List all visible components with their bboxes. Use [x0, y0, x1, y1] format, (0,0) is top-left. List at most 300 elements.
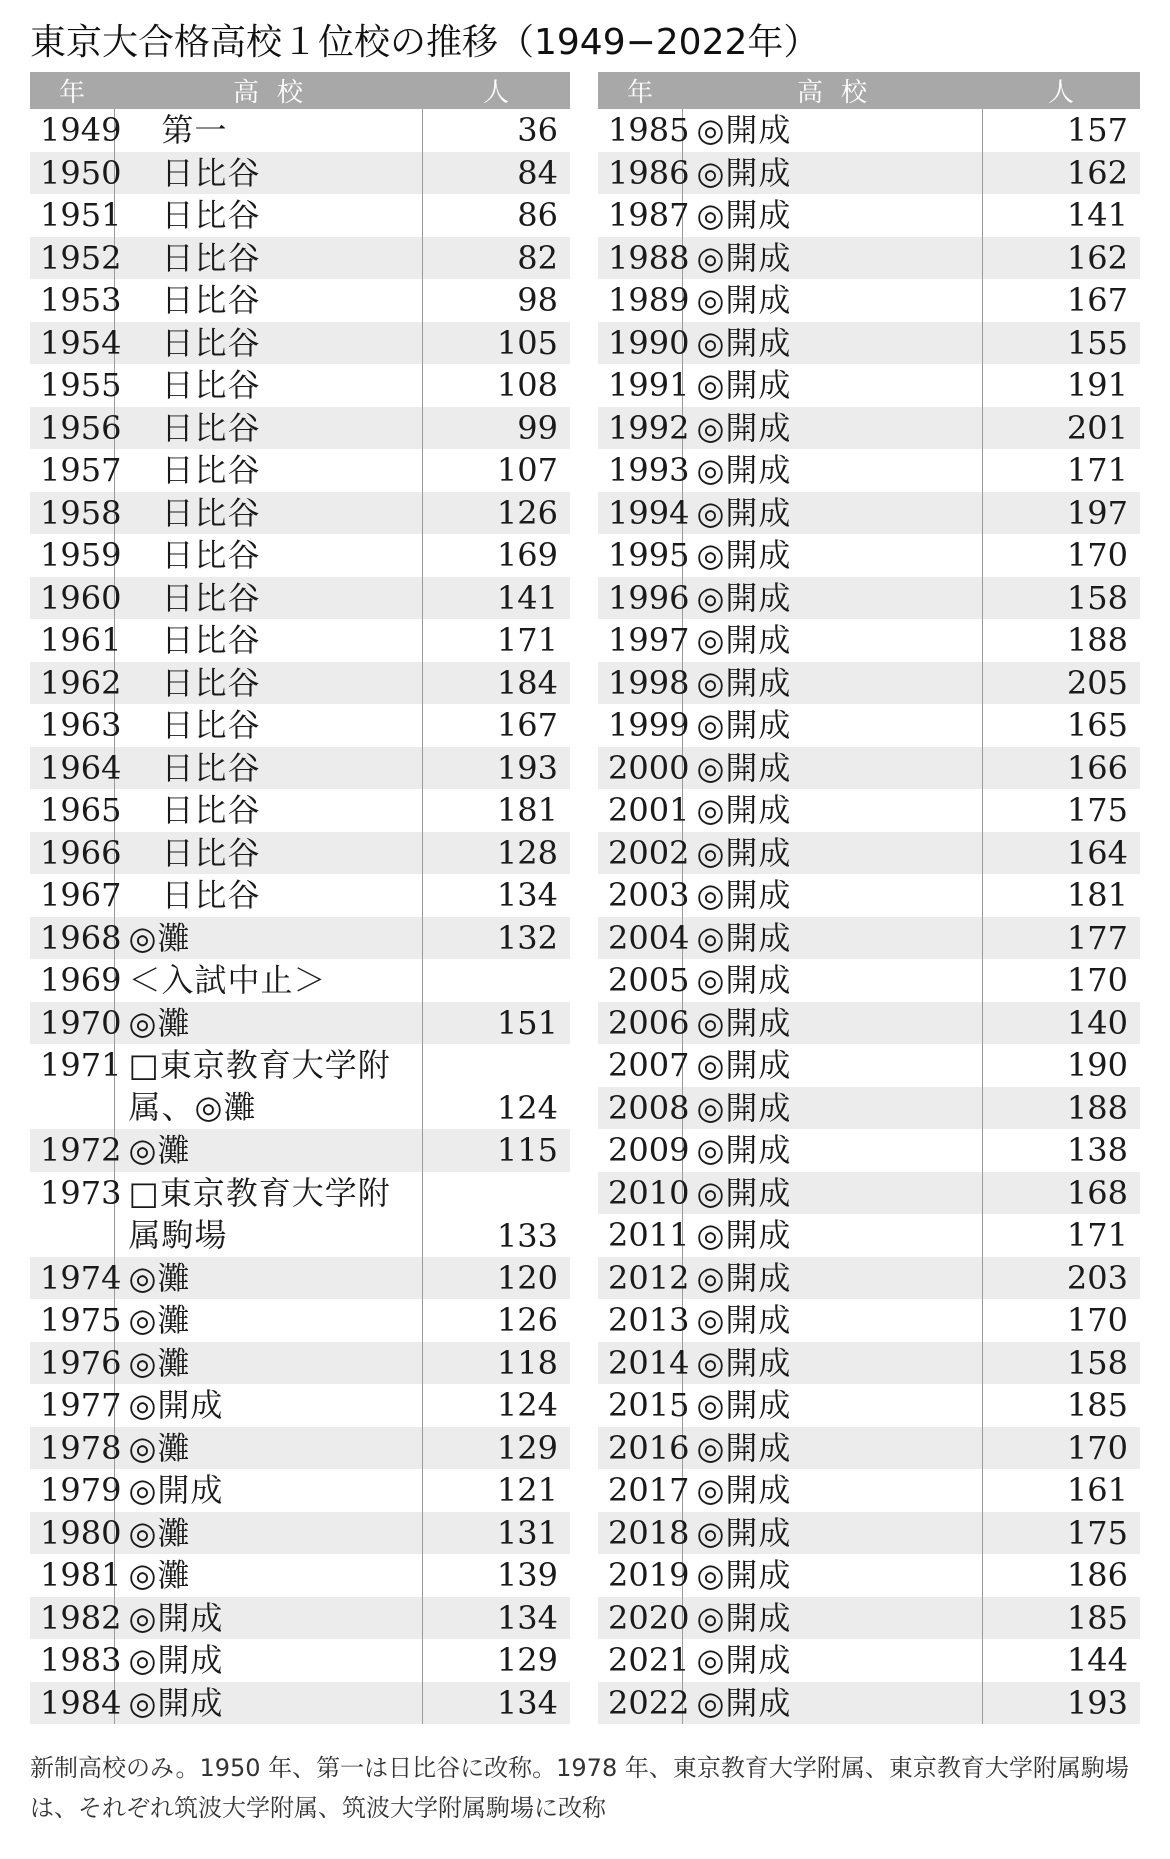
year-cell: 1965 [30, 789, 114, 832]
year-cell: 2018 [598, 1512, 682, 1555]
year-cell: 1955 [30, 364, 114, 407]
school-cell: 日比谷 [114, 279, 422, 322]
count-cell: 167 [496, 706, 558, 744]
table-row [30, 1172, 570, 1257]
table-row [598, 237, 1140, 280]
table-row [30, 407, 570, 450]
table-row [30, 662, 570, 705]
school-cell: ◎開成 [682, 1597, 982, 1640]
year-cell: 2019 [598, 1554, 682, 1597]
school-cell: ◎開成 [682, 152, 982, 195]
table-row [598, 662, 1140, 705]
year-cell: 1974 [30, 1257, 114, 1300]
count-cell: 169 [496, 536, 558, 574]
count-cell: 126 [496, 1301, 558, 1339]
count-cell: 118 [422, 1342, 570, 1385]
year-cell: 1956 [30, 407, 114, 450]
school-cell: ＜入試中止＞ [114, 959, 422, 1002]
table-row [598, 1002, 1140, 1045]
school-cell: 日比谷 [114, 364, 422, 407]
count-cell: 138 [1066, 1131, 1128, 1169]
table-row [598, 152, 1140, 195]
year-cell: 1968 [30, 917, 114, 960]
count-cell: 139 [496, 1556, 558, 1594]
count-cell: 162 [982, 152, 1140, 195]
school-cell: □東京教育大学附属、◎灘 [114, 1044, 422, 1129]
count-cell: 171 [1066, 451, 1128, 489]
school-cell: ◎灘 [114, 1512, 422, 1555]
year-cell: 1953 [30, 279, 114, 322]
count-cell: 140 [982, 1002, 1140, 1045]
table-row [30, 959, 570, 1002]
ranking-table-left [30, 72, 570, 1724]
year-cell: 2008 [598, 1087, 682, 1130]
school-cell: ◎開成 [682, 704, 982, 747]
year-cell: 1976 [30, 1342, 114, 1385]
school-cell: 日比谷 [114, 237, 422, 280]
count-cell: 170 [982, 1427, 1140, 1470]
count-cell: 129 [496, 1641, 558, 1679]
table-row [598, 279, 1140, 322]
school-cell: ◎開成 [682, 1512, 982, 1555]
school-cell: ◎開成 [114, 1469, 422, 1512]
table-row [598, 1427, 1140, 1470]
table-row [30, 1257, 570, 1300]
count-cell: 170 [1066, 1301, 1128, 1339]
count-cell: 203 [982, 1257, 1140, 1300]
year-cell: 1954 [30, 322, 114, 365]
table-row [30, 1469, 570, 1512]
count-cell: 155 [982, 322, 1140, 365]
year-cell: 2020 [598, 1597, 682, 1640]
table-row [30, 1639, 570, 1682]
year-cell: 1967 [30, 874, 114, 917]
year-cell: 1958 [30, 492, 114, 535]
year-cell: 1981 [30, 1554, 114, 1597]
school-cell: ◎開成 [682, 619, 982, 662]
table-row [30, 194, 570, 237]
table-row [30, 449, 570, 492]
year-cell: 2014 [598, 1342, 682, 1385]
table-row [30, 1299, 570, 1342]
school-cell: ◎開成 [682, 1044, 982, 1087]
year-cell: 1950 [30, 152, 114, 195]
school-cell: 日比谷 [114, 662, 422, 705]
count-cell: 184 [422, 662, 570, 705]
year-cell: 1997 [598, 619, 682, 662]
year-cell: 1978 [30, 1427, 114, 1470]
table-row [30, 747, 570, 790]
year-cell: 1992 [598, 407, 682, 450]
year-cell: 1963 [30, 704, 114, 747]
school-cell: 日比谷 [114, 492, 422, 535]
year-cell: 1983 [30, 1639, 114, 1682]
count-cell: 201 [982, 407, 1140, 450]
table-row [598, 959, 1140, 1002]
table-row [598, 577, 1140, 620]
year-cell: 2004 [598, 917, 682, 960]
school-cell: 日比谷 [114, 874, 422, 917]
table-row [598, 322, 1140, 365]
year-cell: 2022 [598, 1682, 682, 1725]
year-cell: 1949 [30, 109, 114, 152]
table-row [598, 364, 1140, 407]
year-cell: 1991 [598, 364, 682, 407]
table-row [30, 1512, 570, 1555]
table-row [598, 619, 1140, 662]
year-cell: 2015 [598, 1384, 682, 1427]
table-row [598, 1044, 1140, 1087]
count-cell: 134 [496, 876, 558, 914]
table-row [30, 364, 570, 407]
school-cell: ◎灘 [114, 1257, 422, 1300]
ranking-table-right [598, 72, 1140, 1724]
school-cell: 日比谷 [114, 747, 422, 790]
count-cell: 190 [1066, 1046, 1128, 1084]
table-row [30, 1682, 570, 1725]
school-cell: 日比谷 [114, 704, 422, 747]
table-header-row [30, 72, 570, 109]
count-cell: 175 [982, 1512, 1140, 1555]
table-header-row [598, 72, 1140, 109]
table-row [598, 747, 1140, 790]
page-title: 東京大合格高校１位校の推移（1949−2022年） [30, 22, 820, 63]
year-cell: 1964 [30, 747, 114, 790]
year-cell: 2017 [598, 1469, 682, 1512]
year-cell: 1993 [598, 449, 682, 492]
school-cell: ◎灘 [114, 1002, 422, 1045]
table-row [30, 874, 570, 917]
year-cell: 1987 [598, 194, 682, 237]
school-cell: ◎開成 [682, 1087, 982, 1130]
count-cell: 84 [422, 152, 570, 195]
count-cell: 167 [1066, 281, 1128, 319]
school-cell: ◎開成 [682, 959, 982, 1002]
school-cell: ◎開成 [682, 194, 982, 237]
count-cell: 120 [422, 1257, 570, 1300]
table-row [30, 279, 570, 322]
count-cell: 193 [982, 1682, 1140, 1725]
school-cell: 日比谷 [114, 322, 422, 365]
count-cell: 171 [496, 621, 558, 659]
year-cell: 1962 [30, 662, 114, 705]
school-column-header: 高校 [682, 72, 982, 109]
count-cell: 128 [422, 832, 570, 875]
school-cell: ◎開成 [114, 1597, 422, 1640]
count-cell: 121 [496, 1471, 558, 1509]
year-cell: 2012 [598, 1257, 682, 1300]
table-row [598, 1384, 1140, 1427]
school-cell: ◎開成 [682, 917, 982, 960]
school-cell: ◎開成 [682, 364, 982, 407]
count-cell: 170 [1066, 961, 1128, 999]
year-cell: 1960 [30, 577, 114, 620]
year-cell: 1996 [598, 577, 682, 620]
year-cell: 1973 [30, 1172, 114, 1257]
table-row [598, 1682, 1140, 1725]
table-row [598, 492, 1140, 535]
table-row [598, 1214, 1140, 1257]
year-cell: 2021 [598, 1639, 682, 1682]
school-cell: ◎開成 [682, 1172, 982, 1215]
table-row [598, 449, 1140, 492]
year-cell: 1951 [30, 194, 114, 237]
table-row [598, 874, 1140, 917]
school-cell: ◎灘 [114, 1129, 422, 1172]
count-cell: 141 [1066, 196, 1128, 234]
year-cell: 1986 [598, 152, 682, 195]
year-cell: 1975 [30, 1299, 114, 1342]
count-cell: 86 [517, 196, 558, 234]
count-cell: 134 [422, 1682, 570, 1725]
table-row [598, 1172, 1140, 1215]
school-cell: ◎開成 [114, 1682, 422, 1725]
table-row [598, 832, 1140, 875]
count-cell: 188 [1066, 621, 1128, 659]
count-cell: 162 [982, 237, 1140, 280]
year-cell: 1985 [598, 109, 682, 152]
table-row [598, 1512, 1140, 1555]
count-cell: 131 [422, 1512, 570, 1555]
table-row [598, 789, 1140, 832]
count-cell: 181 [1066, 876, 1128, 914]
year-column-header: 年 [30, 72, 114, 109]
count-cell: 108 [496, 366, 558, 404]
school-cell: ◎開成 [682, 1469, 982, 1512]
table-row [598, 1299, 1140, 1342]
school-cell: ◎灘 [114, 1554, 422, 1597]
school-cell: ◎開成 [682, 662, 982, 705]
school-cell: ◎開成 [682, 1639, 982, 1682]
school-cell: ◎開成 [682, 1214, 982, 1257]
count-cell: 82 [422, 237, 570, 280]
year-cell: 1998 [598, 662, 682, 705]
count-cell: 197 [982, 492, 1140, 535]
school-cell: 日比谷 [114, 449, 422, 492]
school-cell: 日比谷 [114, 619, 422, 662]
count-cell: 205 [982, 662, 1140, 705]
year-cell: 1966 [30, 832, 114, 875]
year-cell: 1969 [30, 959, 114, 1002]
count-cell: 188 [982, 1087, 1140, 1130]
school-cell: ◎開成 [682, 279, 982, 322]
table-row [30, 619, 570, 662]
table-row [598, 1469, 1140, 1512]
school-cell: 日比谷 [114, 534, 422, 577]
table-row [30, 492, 570, 535]
year-cell: 1990 [598, 322, 682, 365]
school-cell: ◎開成 [682, 1682, 982, 1725]
table-row [598, 704, 1140, 747]
year-cell: 1995 [598, 534, 682, 577]
year-cell: 1961 [30, 619, 114, 662]
year-cell: 2011 [598, 1214, 682, 1257]
school-cell: ◎開成 [682, 789, 982, 832]
count-cell: 134 [422, 1597, 570, 1640]
table-row [598, 1342, 1140, 1385]
count-column-header: 人 [982, 72, 1140, 109]
table-row [30, 152, 570, 195]
school-cell: ◎開成 [682, 1342, 982, 1385]
table-row [30, 832, 570, 875]
school-cell: □東京教育大学附属駒場 [114, 1172, 422, 1257]
school-cell: ◎開成 [682, 832, 982, 875]
table-row [30, 577, 570, 620]
count-cell: 158 [982, 577, 1140, 620]
count-cell: 166 [982, 747, 1140, 790]
school-cell: ◎開成 [682, 1002, 982, 1045]
school-cell: ◎開成 [682, 1257, 982, 1300]
table-row [30, 789, 570, 832]
school-cell: ◎開成 [682, 1427, 982, 1470]
table-row [30, 1342, 570, 1385]
school-cell: ◎灘 [114, 1427, 422, 1470]
school-cell: 日比谷 [114, 789, 422, 832]
table-row [598, 1597, 1140, 1640]
school-cell: ◎開成 [682, 1129, 982, 1172]
year-cell: 1970 [30, 1002, 114, 1045]
school-cell: 日比谷 [114, 577, 422, 620]
year-cell: 1994 [598, 492, 682, 535]
count-cell: 141 [422, 577, 570, 620]
year-cell: 2016 [598, 1427, 682, 1470]
count-cell: 181 [496, 791, 558, 829]
table-row [598, 1554, 1140, 1597]
year-cell: 1984 [30, 1682, 114, 1725]
count-cell: 185 [1066, 1386, 1128, 1424]
year-cell: 2001 [598, 789, 682, 832]
table-row [30, 1597, 570, 1640]
school-cell: ◎開成 [682, 109, 982, 152]
table-row [598, 1257, 1140, 1300]
year-cell: 1972 [30, 1129, 114, 1172]
table-row [30, 1427, 570, 1470]
table-row [30, 237, 570, 280]
school-cell: ◎開成 [682, 492, 982, 535]
school-cell: ◎開成 [682, 449, 982, 492]
count-cell: 168 [982, 1172, 1140, 1215]
table-row [598, 194, 1140, 237]
count-cell: 115 [422, 1129, 570, 1172]
school-cell: 日比谷 [114, 194, 422, 237]
school-cell: ◎灘 [114, 1342, 422, 1385]
table-row [30, 917, 570, 960]
year-cell: 2009 [598, 1129, 682, 1172]
count-cell: 98 [517, 281, 558, 319]
count-cell: 191 [1066, 366, 1128, 404]
count-cell: 185 [982, 1597, 1140, 1640]
year-cell: 1988 [598, 237, 682, 280]
school-cell: 日比谷 [114, 832, 422, 875]
year-cell: 2003 [598, 874, 682, 917]
table-row [30, 109, 570, 152]
count-cell: 133 [496, 1216, 558, 1255]
table-row [598, 534, 1140, 577]
table-row [30, 1129, 570, 1172]
footnote: 新制高校のみ。1950 年、第一は日比谷に改称。1978 年、東京教育大学附属、東京教育大学附属駒場は、それぞれ筑波大学附属、筑波大学附属駒場に改称 [30, 1754, 1129, 1822]
count-cell: 151 [422, 1002, 570, 1045]
count-cell: 129 [422, 1427, 570, 1470]
school-column-header: 高校 [114, 72, 422, 109]
table-row [30, 1002, 570, 1045]
count-cell: 177 [982, 917, 1140, 960]
count-cell: 124 [496, 1386, 558, 1424]
count-cell: 170 [1066, 536, 1128, 574]
year-column-header: 年 [598, 72, 682, 109]
count-cell: 158 [982, 1342, 1140, 1385]
table-row [598, 1639, 1140, 1682]
year-cell: 2013 [598, 1299, 682, 1342]
table-row [598, 407, 1140, 450]
year-cell: 1957 [30, 449, 114, 492]
year-cell: 1982 [30, 1597, 114, 1640]
year-cell: 1980 [30, 1512, 114, 1555]
count-cell: 157 [1066, 111, 1128, 149]
count-cell [422, 959, 570, 1002]
year-cell: 2006 [598, 1002, 682, 1045]
table-row [30, 1384, 570, 1427]
table-row [598, 917, 1140, 960]
year-cell: 2005 [598, 959, 682, 1002]
count-cell: 164 [982, 832, 1140, 875]
count-cell: 124 [496, 1089, 558, 1127]
year-cell: 1971 [30, 1044, 114, 1129]
year-cell: 1959 [30, 534, 114, 577]
year-cell: 1999 [598, 704, 682, 747]
table-row [30, 704, 570, 747]
school-cell: ◎灘 [114, 1299, 422, 1342]
year-cell: 1989 [598, 279, 682, 322]
table-row [598, 109, 1140, 152]
count-cell: 99 [422, 407, 570, 450]
school-cell: ◎灘 [114, 917, 422, 960]
count-cell: 107 [496, 451, 558, 489]
school-cell: 日比谷 [114, 407, 422, 450]
school-cell: ◎開成 [682, 407, 982, 450]
school-cell: ◎開成 [682, 577, 982, 620]
table-row [30, 1044, 570, 1129]
year-cell: 1979 [30, 1469, 114, 1512]
year-cell: 1952 [30, 237, 114, 280]
table-row [30, 322, 570, 365]
year-cell: 1977 [30, 1384, 114, 1427]
table-row [30, 1554, 570, 1597]
count-cell: 105 [422, 322, 570, 365]
count-cell: 165 [1066, 706, 1128, 744]
school-cell: 日比谷 [114, 152, 422, 195]
year-cell: 2002 [598, 832, 682, 875]
table-row [598, 1087, 1140, 1130]
count-cell: 144 [1066, 1641, 1128, 1679]
count-cell: 36 [517, 111, 558, 149]
school-cell: ◎開成 [682, 534, 982, 577]
school-cell: ◎開成 [682, 1384, 982, 1427]
year-cell: 2000 [598, 747, 682, 790]
count-cell: 126 [422, 492, 570, 535]
table-row [30, 534, 570, 577]
school-cell: ◎開成 [682, 322, 982, 365]
year-cell: 2007 [598, 1044, 682, 1087]
count-column-header: 人 [422, 72, 570, 109]
table-row [598, 1129, 1140, 1172]
count-cell: 171 [1066, 1216, 1128, 1254]
count-cell: 161 [1066, 1471, 1128, 1509]
school-cell: ◎開成 [682, 1554, 982, 1597]
school-cell: ◎開成 [682, 747, 982, 790]
count-cell: 186 [1066, 1556, 1128, 1594]
count-cell: 175 [1066, 791, 1128, 829]
count-cell: 193 [422, 747, 570, 790]
